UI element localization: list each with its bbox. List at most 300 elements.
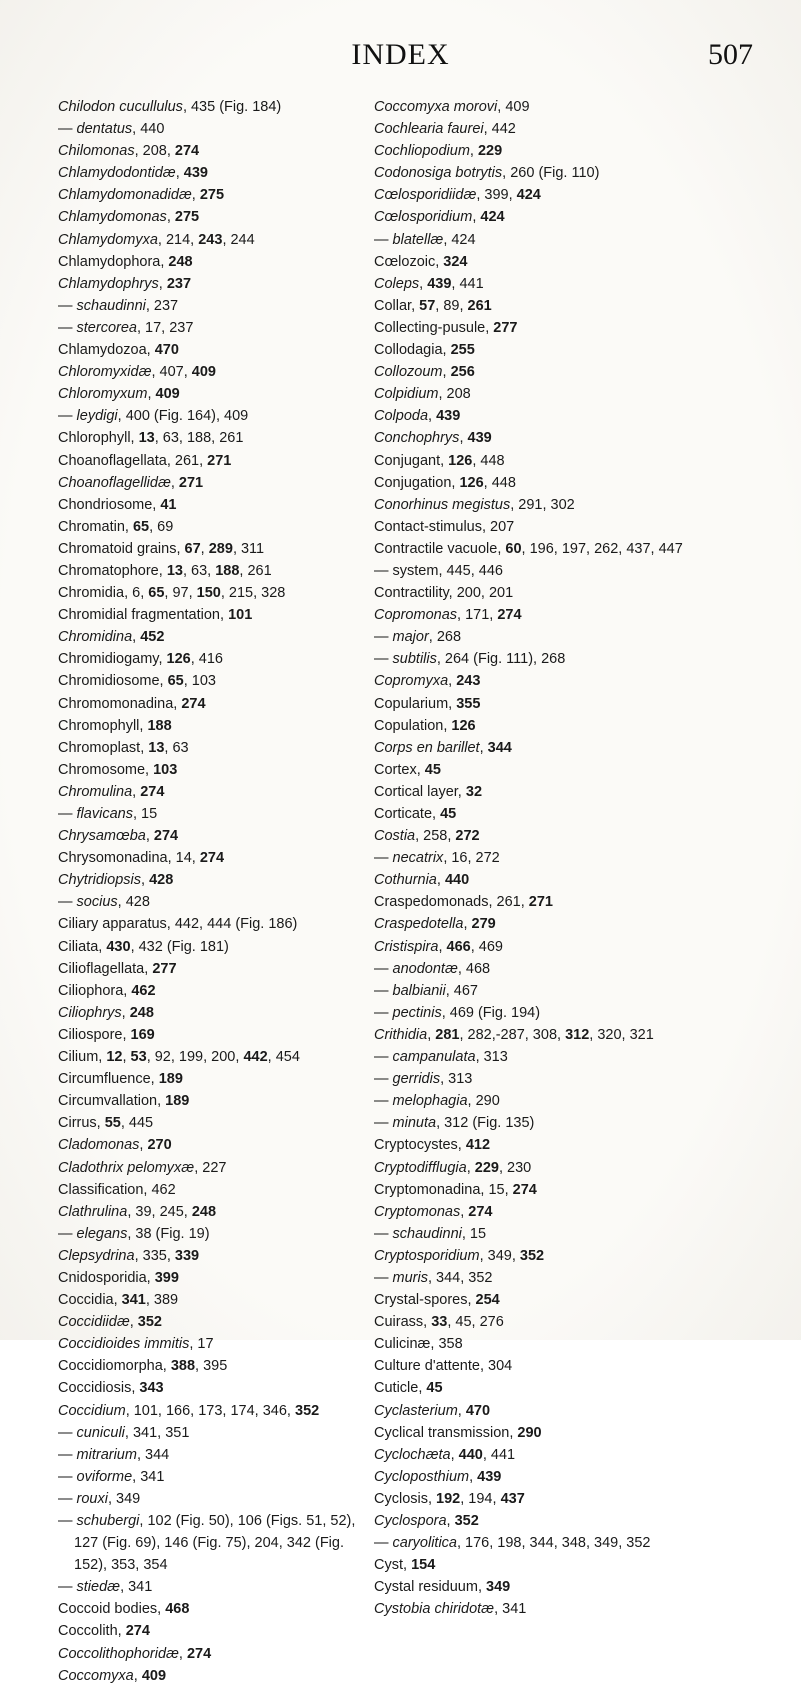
page-ref-bold: 341 [121, 1292, 146, 1309]
index-text: Chromidial fragmentation, [58, 607, 229, 624]
index-entry [58, 118, 378, 140]
index-entry [58, 626, 378, 648]
index-text: , 467 [445, 982, 478, 999]
page-ref-bold: 352 [454, 1513, 479, 1529]
index-text: , [469, 1468, 478, 1485]
page-ref-bold: 237 [166, 275, 192, 292]
index-entry [58, 1377, 378, 1399]
index-entry [374, 1400, 779, 1422]
index-text: Copulation, [374, 717, 452, 734]
index-text: — [374, 960, 393, 977]
index-entry [374, 96, 779, 118]
index-text: Cilioflagellata, [58, 960, 153, 977]
index-text: , 63 [164, 739, 189, 756]
index-entry [374, 1510, 779, 1532]
index-text: , 400 (Fig. 164), 409 [117, 408, 249, 425]
index-text: , 89, [435, 297, 468, 314]
page-ref-bold: 439 [183, 165, 208, 182]
index-entry [58, 958, 378, 980]
index-entry [58, 273, 378, 295]
index-entry [374, 1576, 779, 1598]
index-text: , 320, 321 [589, 1026, 654, 1043]
page-ref-bold: 154 [411, 1557, 436, 1574]
index-entry [374, 1134, 779, 1156]
page-ref-bold: 41 [160, 496, 177, 513]
index-text: Corticate, [374, 806, 441, 822]
index-term-italic: balbianii [392, 982, 446, 999]
index-term-italic: Cryptodifflugia [374, 1159, 467, 1176]
page-ref-bold: 274 [125, 1623, 150, 1640]
page-ref-bold: 275 [174, 209, 200, 226]
page-ref-bold: 65 [132, 518, 150, 535]
index-text: , 261 [239, 562, 272, 579]
index-entry [374, 251, 779, 273]
index-text: Ciliospore, [58, 1026, 131, 1043]
index-term-italic: Chloromyxidæ [58, 364, 152, 381]
index-text: , 469 (Fig. 194) [441, 1004, 541, 1021]
index-text: , 313 [475, 1049, 508, 1066]
page-ref-bold: 12 [106, 1049, 123, 1066]
index-entry [374, 648, 779, 670]
page-ref-bold: 339 [174, 1247, 200, 1264]
page-ref-bold: 126 [451, 717, 476, 734]
page-ref-bold: 468 [165, 1601, 190, 1618]
index-text: Chondriosome, [58, 496, 161, 513]
index-term-italic: caryolitica [392, 1535, 457, 1552]
index-text: Cilium, [58, 1049, 107, 1066]
index-text: , [459, 430, 468, 447]
index-text: , 349 [107, 1490, 141, 1507]
index-text: Chromosome, [58, 761, 154, 778]
page-ref-bold: 274 [153, 828, 179, 845]
index-entry [58, 670, 378, 692]
index-entry [374, 273, 779, 295]
index-text: Chromidiosome, [58, 673, 168, 690]
index-entry [374, 1068, 779, 1090]
index-entry [58, 1267, 378, 1289]
index-text: , 92, 199, 200, [146, 1049, 244, 1066]
index-text: , 39, 245, [127, 1203, 192, 1220]
index-term-italic: stercorea [76, 319, 137, 336]
index-text: Collodagia, [374, 342, 451, 359]
index-entry [58, 980, 378, 1002]
page-ref-bold: 55 [104, 1115, 121, 1132]
index-entry [374, 1201, 779, 1223]
page-ref-bold: 277 [493, 319, 518, 336]
page-ref-bold: 281 [435, 1026, 460, 1043]
index-text: Chromatophore, [58, 562, 167, 579]
index-entry [374, 1112, 779, 1134]
page-ref-bold: 254 [475, 1292, 500, 1309]
index-term-italic: Cladothrix pelomyxæ [58, 1159, 195, 1176]
index-entry [374, 317, 779, 339]
index-term-italic: Chromulina [58, 783, 133, 800]
index-term-italic: Coccolithophoridæ [58, 1645, 179, 1662]
index-text: , 432 (Fig. 181) [130, 938, 229, 955]
index-text: — [58, 121, 77, 138]
page-ref-bold: 324 [443, 253, 468, 270]
index-text: , 230 [498, 1159, 532, 1176]
page-ref-bold: 150 [196, 585, 221, 602]
index-text: Contractility, 200, 201 [374, 585, 514, 602]
index-text: , 101, 166, 173, 174, 346, [125, 1402, 295, 1419]
page-ref-bold: 13 [166, 562, 183, 579]
index-entry [374, 361, 779, 383]
index-term-italic: Cryptosporidium [374, 1247, 480, 1264]
page-ref-bold: 270 [147, 1137, 172, 1154]
index-text: — [58, 1579, 77, 1596]
index-text: Culture d'attente, 304 [374, 1358, 513, 1375]
page-ref-bold: 272 [455, 828, 480, 845]
index-entry [58, 405, 378, 427]
index-entry [58, 803, 378, 825]
index-entry [58, 1090, 378, 1112]
index-text: , [191, 187, 200, 204]
index-entry [58, 1179, 378, 1201]
index-entry [58, 251, 378, 273]
page-ref-bold: 274 [174, 143, 200, 160]
index-entry [58, 582, 378, 604]
index-term-italic: Cothurnia [374, 872, 437, 889]
page-ref-bold: 229 [477, 143, 503, 160]
index-text: , 97, [164, 585, 197, 602]
index-text: , [158, 275, 167, 292]
index-text: — [374, 629, 393, 646]
index-text: , 440 [132, 121, 165, 138]
index-entry [58, 1024, 378, 1046]
index-text: , [472, 209, 481, 226]
page-ref-bold: 60 [505, 540, 522, 557]
index-text: Copularium, [374, 695, 457, 712]
index-term-italic: Colpoda [374, 408, 429, 425]
index-text: , 282,-287, 308, [459, 1026, 566, 1043]
index-term-italic: Choanoflagellidæ [58, 474, 171, 491]
page-ref-bold: 439 [427, 275, 452, 292]
index-entry [374, 936, 779, 958]
index-text: Chlorophyll, [58, 430, 139, 447]
index-text: Cnidosporidia, [58, 1269, 155, 1286]
index-text: , 341 [494, 1601, 527, 1618]
index-text: Conjugant, [374, 452, 449, 469]
index-term-italic: Chlamydomonadidæ [58, 187, 192, 204]
index-entry [58, 1488, 378, 1510]
index-text: , [450, 1446, 459, 1463]
index-text: Cryptocystes, [374, 1137, 466, 1154]
index-term-italic: Cystobia chiridotæ [374, 1601, 495, 1618]
index-entry [58, 450, 378, 472]
index-term-italic: Copromonas [374, 607, 458, 624]
index-text: , 341 [132, 1468, 165, 1485]
index-term-italic: melophagia [392, 1093, 468, 1110]
index-term-italic: Cochlearia faurei [374, 121, 484, 138]
index-entry [374, 1046, 779, 1068]
page-ref-bold: 470 [154, 342, 179, 359]
page-ref-bold: 440 [444, 872, 470, 889]
index-text: , [438, 938, 447, 955]
index-entry [374, 405, 779, 427]
index-text: , 399, [476, 187, 517, 204]
index-text: , 264 (Fig. 111), 268 [436, 651, 566, 668]
index-term-italic: subtilis [392, 651, 437, 668]
index-entry [58, 162, 378, 184]
index-entry [374, 847, 779, 869]
index-text: , [141, 872, 150, 889]
page-ref-bold: 344 [487, 739, 512, 756]
index-text: — [58, 894, 77, 911]
index-entry [374, 1466, 779, 1488]
index-text: , 17, 237 [136, 319, 194, 336]
index-entry [374, 472, 779, 494]
index-text: , [121, 1004, 130, 1021]
index-entry [374, 450, 779, 472]
page-ref-bold: 409 [191, 364, 216, 381]
index-term-italic: Coccomyxa morovi [374, 99, 498, 115]
index-term-italic: Cyclasterium [374, 1402, 458, 1419]
index-text: , 208, [134, 143, 175, 160]
index-term-italic: Cyclospora [374, 1513, 447, 1529]
index-text: , 268 [428, 629, 462, 646]
index-text: , 227 [194, 1159, 227, 1176]
page-ref-bold: 440 [458, 1446, 483, 1463]
page-ref-bold: 32 [465, 783, 483, 800]
index-term-italic: rouxi [76, 1490, 108, 1507]
index-text: , 416 [190, 651, 223, 668]
index-entry [58, 759, 378, 781]
index-entry [374, 206, 779, 228]
index-text: , [170, 474, 179, 491]
index-entry [58, 1223, 378, 1245]
index-text: — [58, 408, 77, 425]
page-ref-bold: 352 [137, 1314, 162, 1331]
index-text: Craspedomonads, 261, [374, 894, 529, 911]
index-entry [58, 1002, 378, 1024]
index-entry [58, 1046, 378, 1068]
index-entry [374, 1223, 779, 1245]
index-text: , [479, 739, 488, 756]
index-entry [374, 1333, 779, 1355]
index-text: , [147, 386, 156, 403]
index-entry [58, 1333, 378, 1355]
index-text: , [132, 629, 141, 646]
page-ref-bold: 470 [465, 1402, 491, 1419]
index-text: Culicinæ, 358 [374, 1336, 463, 1353]
index-text: , [466, 1159, 475, 1176]
index-text: , 291, 302 [510, 496, 575, 513]
index-entry [58, 295, 378, 317]
index-entry [374, 803, 779, 825]
index-text: — [374, 1269, 393, 1286]
index-term-italic: Cyclochæta [374, 1446, 451, 1463]
index-text: Ciliophora, [58, 982, 132, 999]
index-entry [374, 1532, 779, 1554]
index-term-italic: Chromidina [58, 629, 133, 646]
index-entry [374, 538, 779, 560]
index-text: Classification, 462 [58, 1181, 176, 1198]
index-text: Cyclical transmission, [374, 1424, 518, 1441]
page-number: 507 [708, 38, 753, 71]
index-entry [58, 847, 378, 869]
page-header [0, 38, 801, 78]
index-term-italic: flavicans [76, 806, 133, 822]
index-entry [58, 1289, 378, 1311]
page-ref-bold: 275 [199, 187, 225, 204]
page-ref-bold: 45 [426, 1380, 443, 1397]
index-term-italic: Chytridiopsis [58, 872, 141, 889]
index-entry [58, 140, 378, 162]
index-text: Cryptomonadina, 15, [374, 1181, 513, 1198]
index-entry [374, 759, 779, 781]
index-term-italic: Coccomyxa [58, 1667, 134, 1684]
page-ref-bold: 45 [440, 806, 457, 822]
index-entry [58, 1134, 378, 1156]
index-text: , 63, [182, 562, 216, 579]
index-entry [374, 715, 779, 737]
index-entry [374, 1488, 779, 1510]
index-term-italic: Cœlosporidium [374, 209, 473, 226]
index-entry [374, 737, 779, 759]
index-text: Chromidiogamy, [58, 651, 167, 668]
index-text: , 260 (Fig. 110) [502, 165, 600, 182]
index-entry [58, 1466, 378, 1488]
index-text: , 313 [440, 1071, 473, 1088]
index-entry [58, 383, 378, 405]
page-ref-bold: 271 [528, 894, 553, 911]
index-entry [58, 825, 378, 847]
index-entry [374, 1355, 779, 1377]
page-ref-bold: 243 [456, 673, 481, 690]
index-term-italic: Coccidioides immitis [58, 1336, 190, 1353]
index-text: , 395 [195, 1358, 228, 1375]
index-text: Cyst, [374, 1557, 412, 1574]
index-entry [374, 869, 779, 891]
index-text: — [374, 982, 393, 999]
index-term-italic: stiedæ [76, 1579, 121, 1596]
index-text: , [133, 1667, 142, 1684]
index-entry [374, 1267, 779, 1289]
index-text: , 312 (Fig. 135) [436, 1115, 535, 1132]
index-text: , 407, [151, 364, 192, 381]
page-ref-bold: 343 [139, 1380, 164, 1397]
index-entry [374, 1157, 779, 1179]
index-text: , 469 [470, 938, 503, 955]
index-entry [374, 670, 779, 692]
index-text: — system, 445, 446 [374, 562, 503, 579]
index-entry [374, 1422, 779, 1444]
index-text: , 341, 351 [124, 1424, 190, 1441]
index-term-italic: Codonosiga botrytis [374, 165, 503, 182]
index-text: , [139, 1137, 148, 1154]
page-ref-bold: 189 [158, 1071, 183, 1088]
index-entry [374, 958, 779, 980]
index-text: , 344, 352 [427, 1269, 493, 1286]
page-ref-bold: 412 [465, 1137, 491, 1154]
index-text: , [129, 1314, 138, 1331]
index-term-italic: minuta [392, 1115, 437, 1132]
index-text: , 15 [132, 806, 158, 822]
index-text: , [463, 916, 472, 933]
index-entry [58, 184, 378, 206]
index-term-italic: necatrix [392, 850, 444, 867]
index-entry [58, 1620, 378, 1642]
index-text: — [374, 651, 393, 668]
index-text: , 194, [460, 1490, 501, 1507]
page-ref-bold: 271 [178, 474, 204, 491]
index-term-italic: Coccidiidæ [58, 1314, 130, 1331]
index-entry [374, 1554, 779, 1576]
index-text: , [122, 1049, 131, 1066]
index-text: — [374, 1115, 393, 1132]
index-text: , 290 [467, 1093, 500, 1110]
index-term-italic: Chilomonas [58, 143, 135, 160]
index-entry [58, 427, 378, 449]
index-text: Chlamydophora, [58, 253, 169, 270]
page-ref-bold: 261 [467, 297, 492, 314]
index-text: Contact-stimulus, 207 [374, 518, 515, 535]
index-text: Collecting-pusule, [374, 319, 494, 336]
index-text: , 441 [451, 275, 484, 292]
page-ref-bold: 437 [500, 1490, 525, 1507]
index-entry [374, 1598, 779, 1620]
index-entry [374, 980, 779, 1002]
index-text: Cyclosis, [374, 1490, 437, 1507]
index-text: , 208 [438, 386, 471, 403]
index-text: , [442, 364, 451, 381]
index-text: , 15 [461, 1225, 487, 1242]
page-ref-bold: 126 [448, 452, 473, 469]
page-ref-bold: 424 [516, 187, 541, 204]
index-text: , 63, 188, 261 [154, 430, 244, 447]
page-ref-bold: 65 [167, 673, 184, 690]
index-text: , [175, 165, 184, 182]
index-entry [58, 1201, 378, 1223]
index-entry [374, 1002, 779, 1024]
index-text: , [200, 540, 209, 557]
index-text: — [374, 850, 393, 867]
index-entry [374, 1289, 779, 1311]
index-term-italic: pectinis [392, 1004, 442, 1021]
index-text: , [448, 673, 457, 690]
index-text: Conjugation, [374, 474, 460, 491]
index-text: , 409 [497, 99, 530, 115]
index-entry [374, 427, 779, 449]
index-term-italic: schaudinni [76, 297, 146, 314]
index-term-italic: Corps en barillet [374, 739, 480, 756]
index-entry [374, 825, 779, 847]
page-ref-bold: 126 [166, 651, 191, 668]
index-text: — [58, 1424, 77, 1441]
page-ref-bold: 192 [436, 1490, 461, 1507]
index-term-italic: schubergi [76, 1513, 140, 1529]
index-term-italic: blatellæ [392, 231, 444, 248]
index-term-italic: Chrysamœba [58, 828, 146, 845]
index-text: — [58, 319, 77, 336]
page-ref-bold: 57 [419, 297, 436, 314]
index-term-italic: Cycloposthium [374, 1468, 470, 1485]
index-text: Collar, [374, 297, 420, 314]
index-entry [58, 1400, 378, 1422]
index-text: , 16, 272 [443, 850, 500, 867]
page-ref-bold: 274 [140, 783, 165, 800]
page-ref-bold: 248 [168, 253, 193, 270]
index-entry [374, 1179, 779, 1201]
index-text: , [178, 1645, 187, 1662]
index-entry [58, 1510, 378, 1576]
index-term-italic: oviforme [76, 1468, 133, 1485]
index-text: — [58, 1225, 77, 1242]
index-term-italic: cuniculi [76, 1424, 125, 1441]
page-ref-bold: 33 [431, 1314, 448, 1331]
index-entry [374, 1245, 779, 1267]
